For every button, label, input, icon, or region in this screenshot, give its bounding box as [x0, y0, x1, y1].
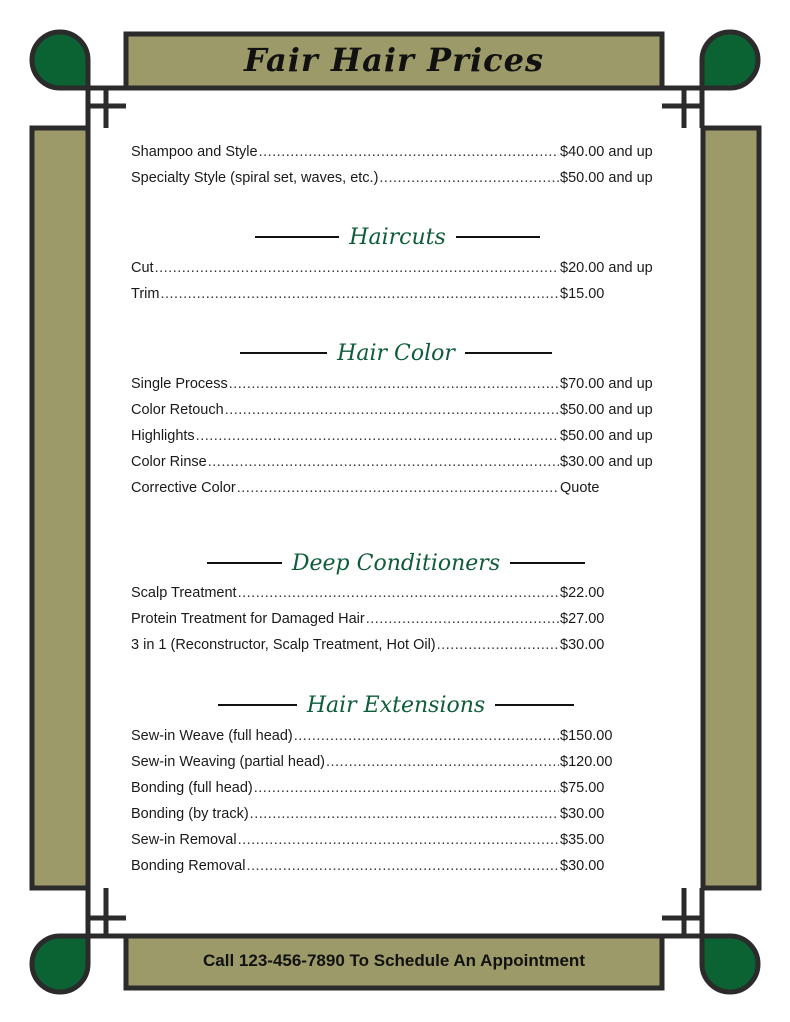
section-heading-text: Hair Color — [337, 340, 455, 366]
price-row — [131, 832, 661, 852]
section-heading-text: Deep Conditioners — [291, 550, 501, 576]
service-price: $20.00 and up — [560, 260, 653, 276]
service-name: Single Process — [131, 376, 228, 392]
heading-rule — [456, 236, 540, 238]
price-row — [131, 728, 661, 748]
footer-call-to-action: Call 123-456-7890 To Schedule An Appointment — [203, 951, 585, 970]
service-name: Bonding (full head) — [131, 780, 253, 796]
dot-leader — [437, 637, 559, 653]
heading-rule — [465, 352, 552, 354]
service-price: $70.00 and up — [560, 376, 653, 392]
dot-leader — [259, 144, 559, 160]
price-row — [131, 286, 661, 306]
service-name: Shampoo and Style — [131, 144, 258, 160]
service-price: $50.00 and up — [560, 170, 653, 186]
service-price: Quote — [560, 480, 600, 496]
service-price: $35.00 — [560, 832, 605, 848]
dot-leader — [250, 806, 559, 822]
service-name: Specialty Style (spiral set, waves, etc.) — [131, 170, 379, 186]
service-price: $15.00 — [560, 286, 605, 302]
service-price: $30.00 — [560, 858, 605, 874]
service-price: $50.00 and up — [560, 402, 653, 418]
service-name: Sew-in Weaving (partial head) — [131, 754, 325, 770]
price-row — [131, 480, 661, 500]
heading-rule — [495, 704, 574, 706]
dot-leader — [237, 480, 559, 496]
section-heading — [255, 220, 540, 254]
service-price: $30.00 and up — [560, 454, 653, 470]
service-price: $30.00 — [560, 806, 605, 822]
price-row — [131, 585, 661, 605]
dot-leader — [208, 454, 559, 470]
price-row — [131, 402, 661, 422]
heading-rule — [218, 704, 297, 706]
dot-leader — [196, 428, 559, 444]
service-price: $75.00 — [560, 780, 605, 796]
service-name: Protein Treatment for Damaged Hair — [131, 611, 365, 627]
dot-leader — [366, 611, 559, 627]
service-price: $30.00 — [560, 637, 605, 653]
right-side-bar — [703, 128, 759, 888]
dot-leader — [294, 728, 559, 744]
price-row — [131, 376, 661, 396]
dot-leader — [326, 754, 559, 770]
dot-leader — [379, 170, 559, 186]
service-price: $120.00 — [560, 754, 613, 770]
dot-leader — [238, 585, 559, 601]
heading-rule — [510, 562, 585, 564]
corner-circle-icon — [32, 32, 88, 88]
service-name: Bonding Removal — [131, 858, 246, 874]
section-heading-text: Haircuts — [349, 224, 446, 250]
section-heading-text: Hair Extensions — [306, 692, 486, 718]
service-price: $40.00 and up — [560, 144, 653, 160]
section-heading — [240, 336, 552, 370]
price-row — [131, 260, 661, 280]
price-row — [131, 611, 661, 631]
service-name: Color Rinse — [131, 454, 207, 470]
section-heading — [218, 688, 574, 722]
service-name: Color Retouch — [131, 402, 224, 418]
dot-leader — [225, 402, 559, 418]
corner-circle-icon — [702, 32, 758, 88]
service-name: Trim — [131, 286, 160, 302]
service-price: $150.00 — [560, 728, 613, 744]
service-name: Cut — [131, 260, 154, 276]
heading-rule — [240, 352, 327, 354]
corner-circle-icon — [702, 936, 758, 992]
service-price: $22.00 — [560, 585, 605, 601]
price-row — [131, 637, 661, 657]
service-price: $50.00 and up — [560, 428, 653, 444]
service-name: Sew-in Weave (full head) — [131, 728, 293, 744]
price-row — [131, 806, 661, 826]
dot-leader — [229, 376, 559, 392]
dot-leader — [160, 286, 559, 302]
left-side-bar — [32, 128, 88, 888]
service-name: 3 in 1 (Reconstructor, Scalp Treatment, Hot Oil) — [131, 637, 436, 653]
dot-leader — [246, 858, 559, 874]
service-name: Scalp Treatment — [131, 585, 237, 601]
price-row — [131, 454, 661, 474]
service-name: Sew-in Removal — [131, 832, 237, 848]
service-name: Corrective Color — [131, 480, 236, 496]
corner-circle-icon — [32, 936, 88, 992]
heading-rule — [207, 562, 282, 564]
price-row — [131, 754, 661, 774]
service-price: $27.00 — [560, 611, 605, 627]
service-name: Bonding (by track) — [131, 806, 249, 822]
price-row — [131, 858, 661, 878]
dot-leader — [254, 780, 559, 796]
heading-rule — [255, 236, 339, 238]
page-title: Fair Hair Prices — [244, 41, 544, 79]
price-row — [131, 170, 661, 190]
service-name: Highlights — [131, 428, 195, 444]
section-heading — [207, 546, 585, 580]
price-row — [131, 780, 661, 800]
dot-leader — [155, 260, 559, 276]
price-row — [131, 144, 661, 164]
price-row — [131, 428, 661, 448]
dot-leader — [238, 832, 559, 848]
